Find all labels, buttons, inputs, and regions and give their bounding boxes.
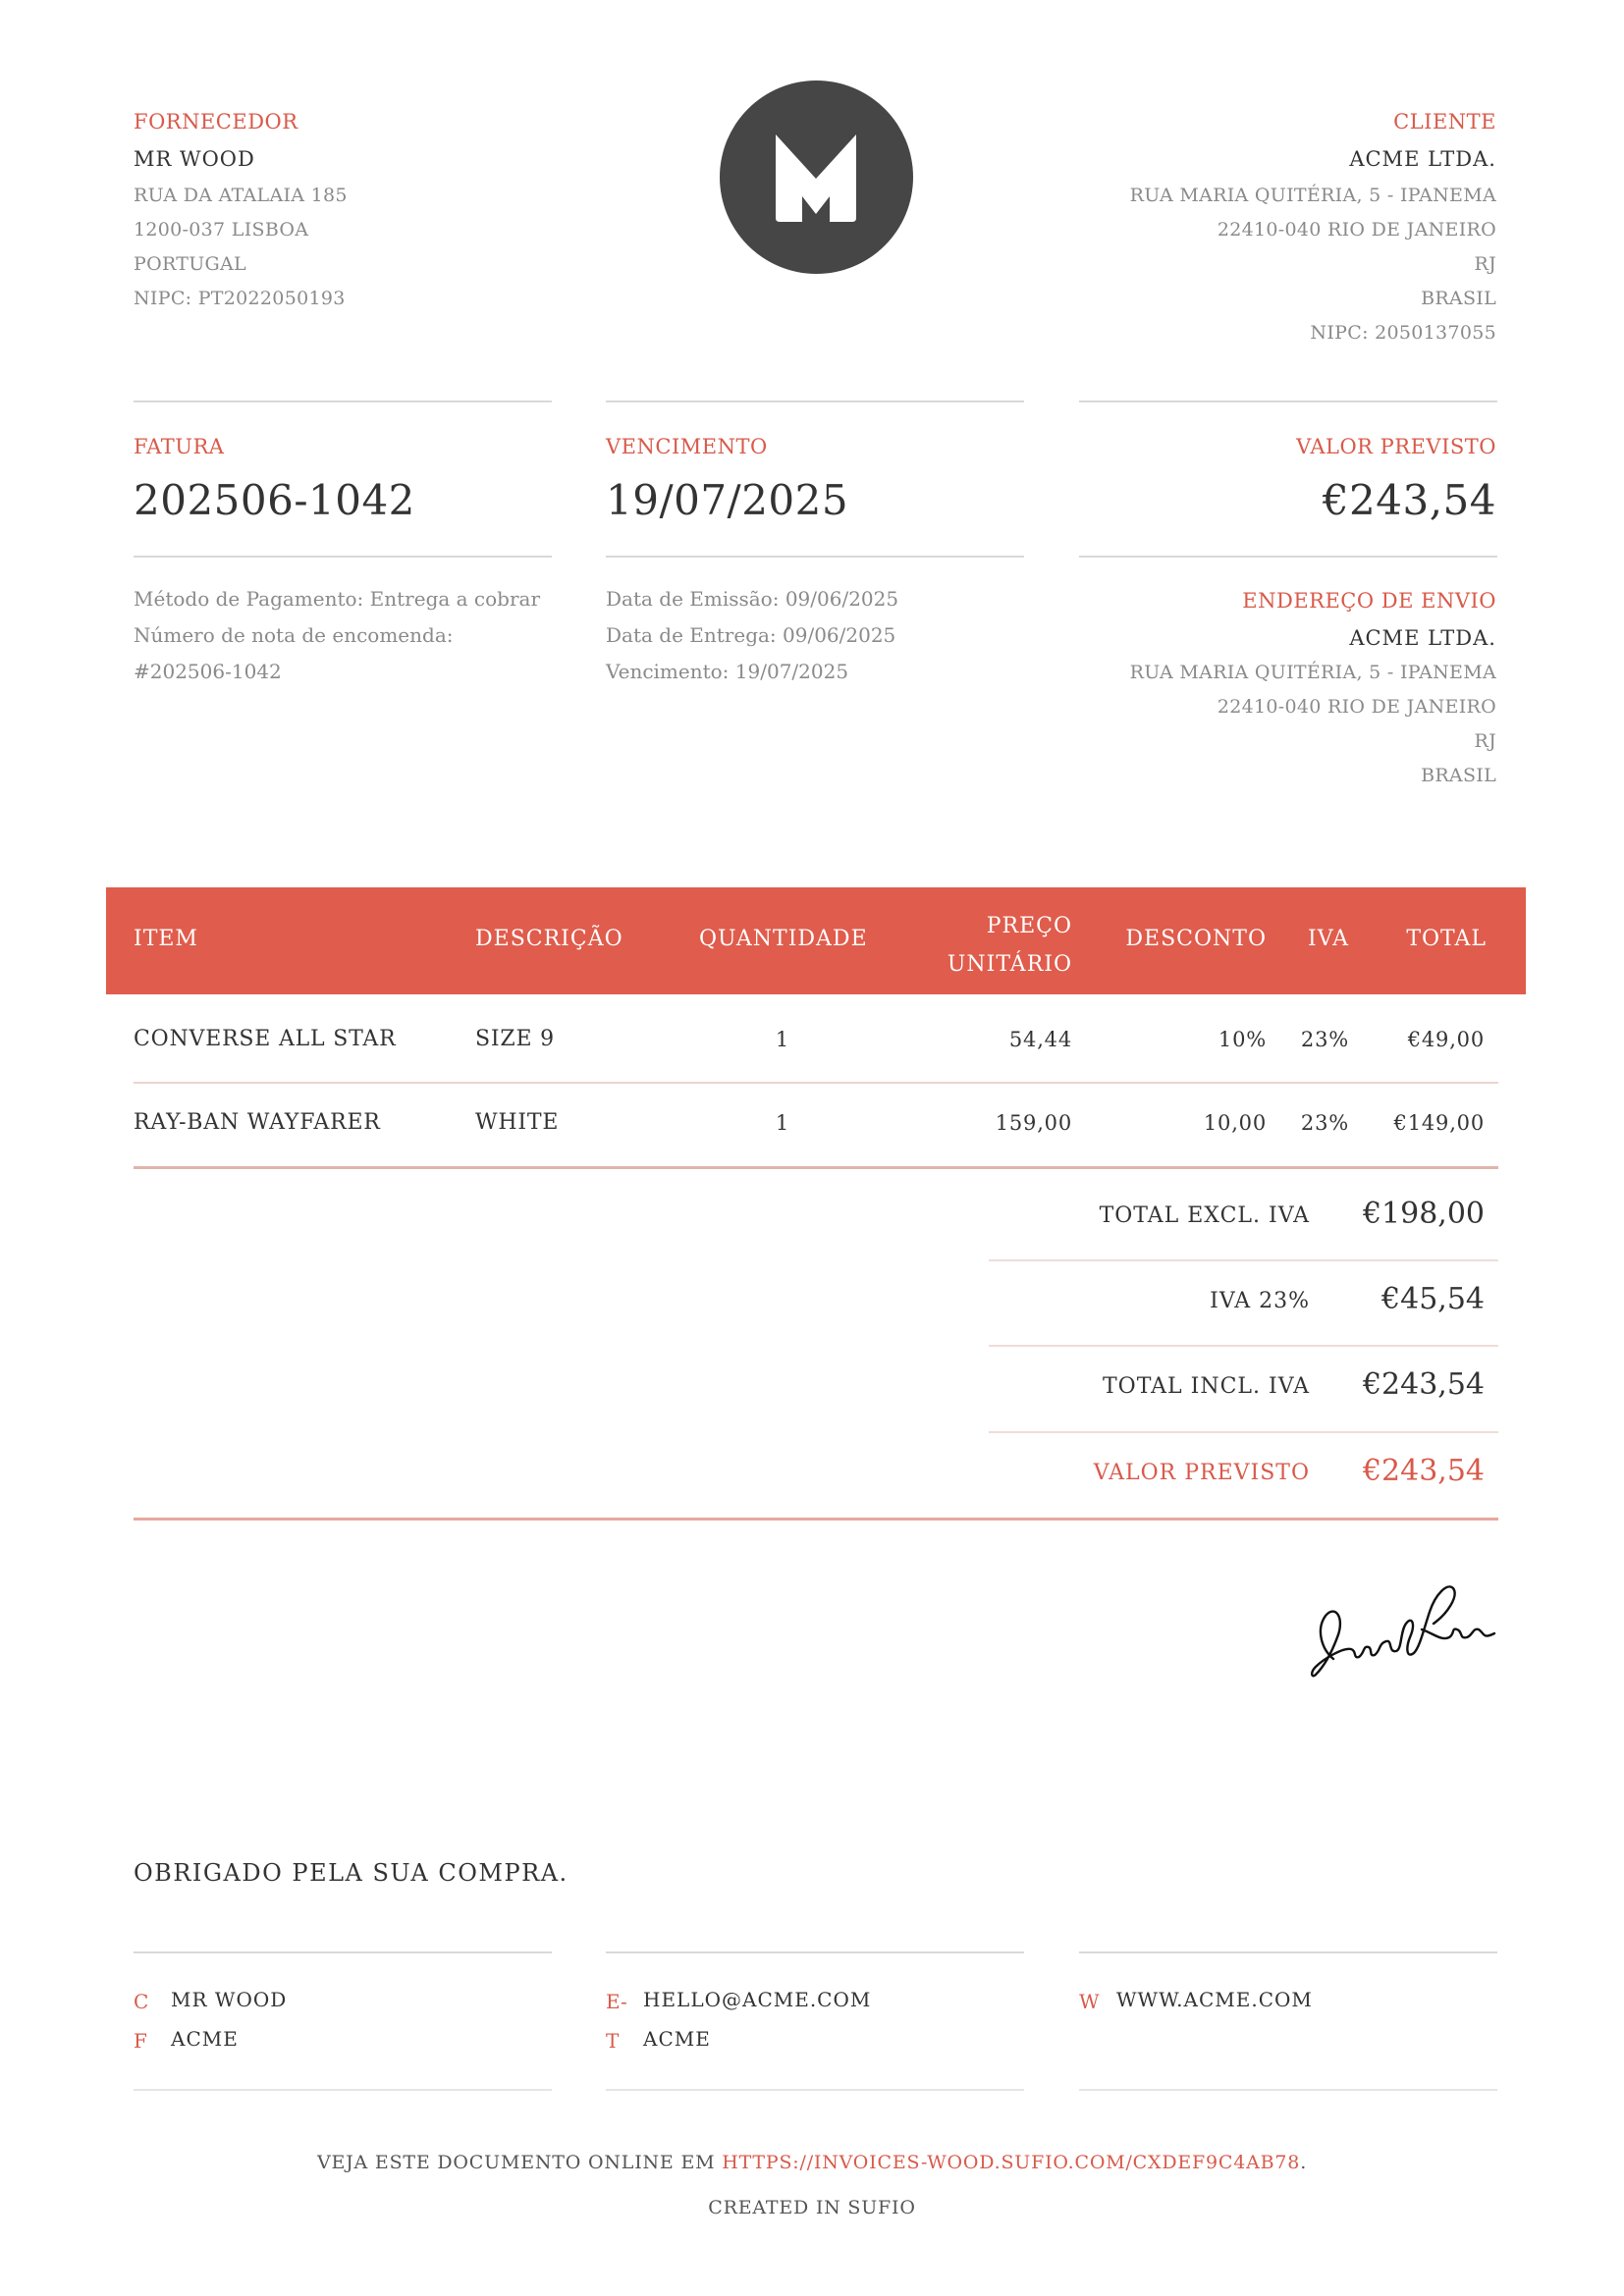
row-discount: 10% [1218, 1028, 1267, 1051]
client-address-line: RJ [1474, 253, 1496, 275]
payment-method: Método de Pagamento: Entrega a cobrar [134, 587, 541, 611]
row-unit-price: 159,00 [995, 1111, 1072, 1135]
m-logo-icon [720, 80, 913, 274]
totals-divider [989, 1259, 1498, 1261]
divider [1079, 1951, 1497, 1953]
row-quantity: 1 [775, 1028, 790, 1051]
header-item: ITEM [134, 927, 198, 951]
supplier-address-line: RUA DA ATALAIA 185 [134, 185, 348, 206]
footer-company-value: MR WOOD [171, 1988, 288, 2011]
footer-phone-value: ACME [643, 2027, 711, 2051]
shipping-address-line: RUA MARIA QUITÉRIA, 5 - IPANEMA [1129, 662, 1496, 683]
delivery-date: Data de Entrega: 09/06/2025 [606, 623, 896, 647]
online-notice-text: VEJA ESTE DOCUMENTO ONLINE EM [316, 2152, 723, 2173]
client-name: ACME LTDA. [1349, 147, 1496, 171]
header-unit-price-line: PREÇO [986, 914, 1072, 938]
row-description: SIZE 9 [475, 1027, 555, 1051]
row-vat: 23% [1300, 1028, 1349, 1051]
shipping-address-line: RJ [1474, 730, 1496, 752]
row-total: €49,00 [1407, 1028, 1485, 1051]
header-vat: IVA [1308, 927, 1349, 951]
footer-fax-key: F [134, 2029, 147, 2053]
header-unit-price [947, 907, 1072, 984]
header-quantity: QUANTIDADE [699, 927, 868, 951]
header-total: TOTAL [1406, 927, 1487, 951]
client-address-line: RUA MARIA QUITÉRIA, 5 - IPANEMA [1129, 185, 1496, 206]
amount-due-total-value: €243,54 [1362, 1454, 1485, 1488]
supplier-address-line: 1200-037 LISBOA [134, 219, 309, 240]
date-info [606, 581, 898, 690]
divider [1079, 556, 1497, 558]
invoice-number: 202506-1042 [134, 476, 415, 524]
due-date-meta: Vencimento: 19/07/2025 [606, 660, 849, 683]
vat-label: IVA 23% [1210, 1289, 1310, 1313]
order-number: #202506-1042 [134, 660, 282, 683]
totals-divider [989, 1345, 1498, 1347]
shipping-address [1130, 656, 1496, 793]
table-bottom-rule [134, 1166, 1498, 1169]
row-item: RAY-BAN WAYFARER [134, 1110, 381, 1135]
footer-email-key: E- [606, 1990, 627, 2013]
row-quantity: 1 [775, 1111, 790, 1135]
supplier-nipc: NIPC: PT2022050193 [134, 288, 346, 309]
thank-you-message: OBRIGADO PELA SUA COMPRA. [134, 1859, 568, 1887]
signature-icon [1304, 1569, 1500, 1684]
company-logo [720, 80, 913, 274]
shipping-name: ACME LTDA. [1349, 626, 1496, 650]
row-total: €149,00 [1393, 1111, 1485, 1135]
shipping-address-line: 22410-040 RIO DE JANEIRO [1217, 696, 1496, 718]
totals-divider [989, 1431, 1498, 1433]
row-unit-price: 54,44 [1008, 1028, 1072, 1051]
supplier-name: MR WOOD [134, 147, 255, 171]
items-table-header [106, 887, 1526, 994]
divider [134, 400, 552, 402]
header-discount: DESCONTO [1125, 927, 1267, 951]
amount-due: €243,54 [1322, 476, 1496, 524]
row-description: WHITE [475, 1110, 560, 1135]
row-discount: 10,00 [1203, 1111, 1267, 1135]
vat-value: €45,54 [1381, 1282, 1485, 1316]
client-nipc: NIPC: 2050137055 [1310, 322, 1496, 344]
shipping-address-line: BRASIL [1421, 765, 1496, 786]
footer-website-key: W [1079, 1990, 1100, 2013]
online-notice-end: . [1300, 2152, 1308, 2173]
online-notice [0, 2152, 1624, 2173]
divider [606, 2089, 1024, 2091]
divider [134, 556, 552, 558]
divider [606, 400, 1024, 402]
footer-company-key: C [134, 1990, 149, 2013]
client-address-line: BRASIL [1421, 288, 1496, 309]
header-unit-price-line: UNITÁRIO [947, 952, 1072, 977]
divider [606, 1951, 1024, 1953]
divider [1079, 400, 1497, 402]
total-excl-label: TOTAL EXCL. IVA [1099, 1203, 1310, 1228]
divider [134, 1951, 552, 1953]
footer-email-value[interactable]: HELLO@ACME.COM [643, 1988, 872, 2011]
total-excl-value: €198,00 [1362, 1197, 1485, 1231]
totals-bottom-rule [134, 1518, 1498, 1521]
row-item: CONVERSE ALL STAR [134, 1027, 397, 1051]
row-divider [134, 1082, 1498, 1084]
footer-phone-key: T [606, 2029, 620, 2053]
header-description: DESCRIÇÃO [475, 927, 623, 951]
supplier-address-line: PORTUGAL [134, 253, 246, 275]
total-incl-value: €243,54 [1362, 1367, 1485, 1402]
payment-info [134, 581, 540, 690]
client-address-line: 22410-040 RIO DE JANEIRO [1217, 219, 1496, 240]
supplier-label: FORNECEDOR [134, 110, 298, 133]
divider [606, 556, 1024, 558]
created-in-sufio: CREATED IN SUFIO [708, 2197, 916, 2218]
supplier-address [134, 179, 348, 316]
due-date: 19/07/2025 [606, 476, 849, 524]
divider [134, 2089, 552, 2091]
order-number-label: Número de nota de encomenda: [134, 623, 454, 647]
amount-due-total-label: VALOR PREVISTO [1093, 1461, 1310, 1485]
amount-due-label: VALOR PREVISTO [1296, 435, 1496, 458]
due-label: VENCIMENTO [606, 435, 768, 458]
row-vat: 23% [1300, 1111, 1349, 1135]
divider [1079, 2089, 1497, 2091]
invoice-label: FATURA [134, 435, 225, 458]
issue-date: Data de Emissão: 09/06/2025 [606, 587, 899, 611]
client-address [1130, 179, 1496, 350]
online-document-link[interactable]: HTTPS://INVOICES-WOOD.SUFIO.COM/CXDEF9C4AB78 [722, 2152, 1301, 2173]
footer-website-value[interactable]: WWW.ACME.COM [1116, 1988, 1313, 2011]
shipping-label: ENDEREÇO DE ENVIO [1242, 589, 1496, 613]
client-label: CLIENTE [1393, 110, 1496, 133]
total-incl-label: TOTAL INCL. IVA [1102, 1374, 1310, 1399]
footer-fax-value: ACME [171, 2027, 239, 2051]
